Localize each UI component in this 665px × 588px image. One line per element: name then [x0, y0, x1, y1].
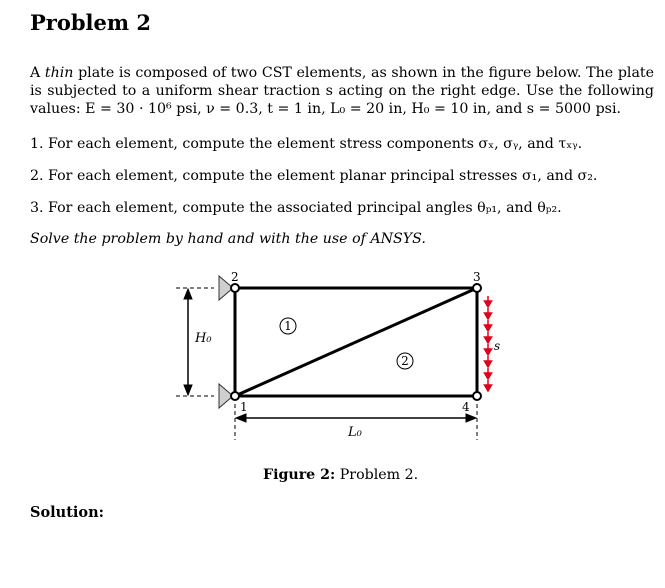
problem-title: Problem 2 — [30, 10, 152, 35]
height-arrow-up — [184, 289, 192, 299]
length-arrow-left — [236, 414, 246, 422]
traction-arrow-head — [485, 313, 492, 319]
task-item-1: 1. For each element, compute the element stress components σₓ, σᵧ, and τₓᵧ. — [30, 136, 583, 152]
traction-arrow-head — [485, 373, 492, 379]
caption-text: Problem 2. — [335, 467, 419, 483]
node-label-4: 4 — [462, 400, 470, 414]
height-label: H₀ — [195, 331, 212, 346]
node-2 — [231, 284, 239, 292]
supports — [219, 276, 233, 408]
traction-arrow-head — [485, 337, 492, 343]
plate-outline — [235, 288, 477, 396]
traction-arrow-head — [485, 361, 492, 367]
traction-arrow-head — [485, 385, 492, 391]
intro-thin: thin — [44, 65, 74, 81]
intro-values: E = 30 · 10⁶ psi, ν = 0.3, t = 1 in, L₀ = 20 in, H₀ = 10 in, and s = 5000 psi. — [85, 101, 621, 117]
length-label: L₀ — [348, 425, 362, 440]
node-label-2: 2 — [231, 270, 239, 284]
solution-label: Solution: — [30, 504, 104, 521]
intro-prefix: A — [30, 65, 45, 81]
height-arrow-down — [184, 385, 192, 395]
node-4 — [473, 392, 481, 400]
node-label-3: 3 — [473, 270, 481, 284]
node-label-1: 1 — [240, 400, 248, 414]
task-item-2: 2. For each element, compute the element planar principal stresses σ₁, and σ₂. — [30, 168, 598, 184]
element-divider — [235, 288, 477, 396]
node-1 — [231, 392, 239, 400]
task-item-3: 3. For each element, compute the associated principal angles θₚ₁, and θₚ₂. — [30, 200, 562, 216]
node-3 — [473, 284, 481, 292]
shear-traction-arrows — [485, 296, 492, 391]
traction-arrow-head — [485, 301, 492, 307]
instruction: Solve the problem by hand and with the use of ANSYS. — [30, 231, 426, 247]
traction-label: s — [494, 339, 501, 353]
length-arrow-right — [466, 414, 476, 422]
intro-rest: plate is composed of two CST elements, as shown in the figure below. The plate is subjected to a uniform shear traction s acting on the right edge. Use the following values: — [30, 65, 654, 117]
element-label-2: 2 — [401, 354, 409, 368]
figure-caption — [263, 467, 418, 483]
element-label-1: 1 — [284, 319, 292, 333]
traction-arrow-head — [485, 349, 492, 355]
caption-label: Figure 2: — [263, 467, 336, 483]
traction-arrow-head — [485, 325, 492, 331]
